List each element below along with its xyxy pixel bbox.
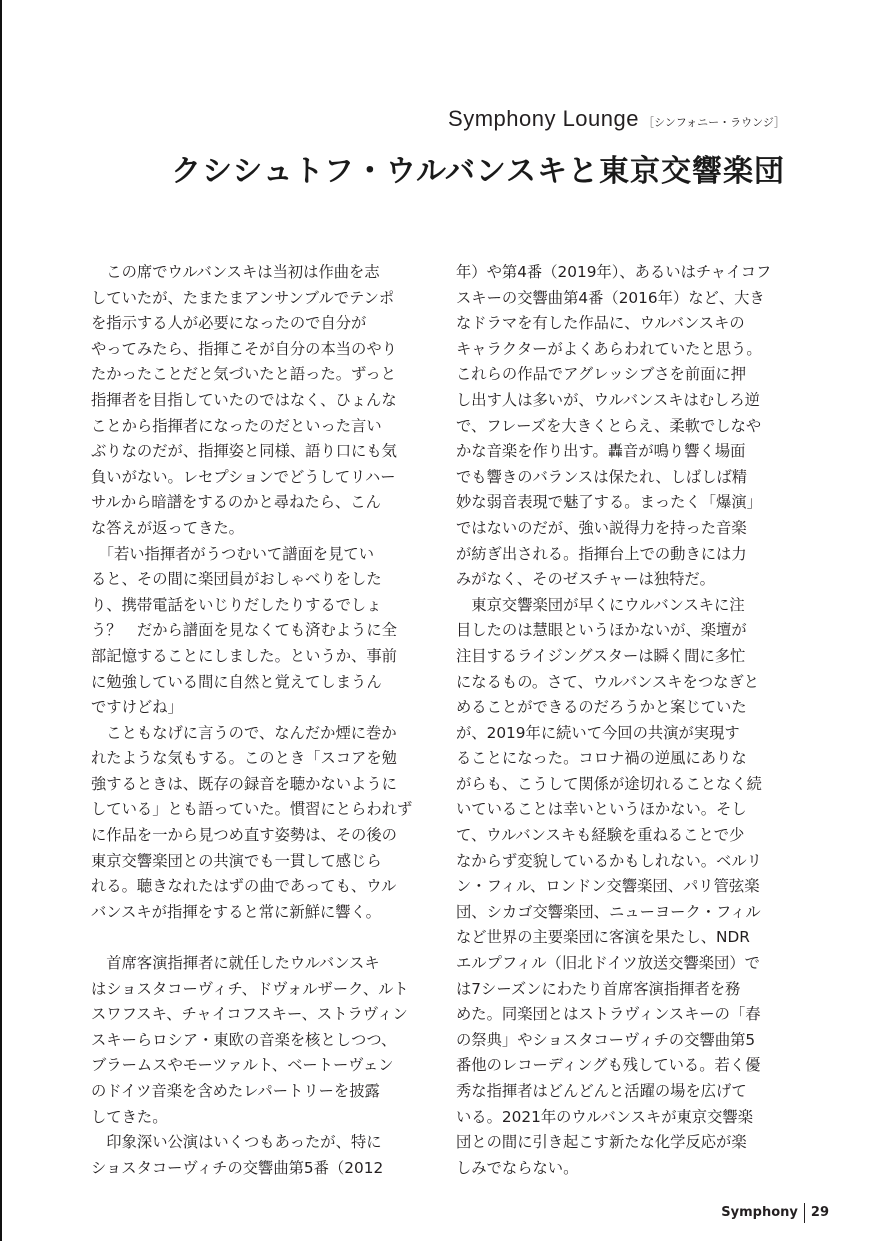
footer-divider	[804, 1203, 805, 1223]
text-line: ブラームスやモーツァルト、ベートーヴェン	[91, 1056, 394, 1075]
text-line: 東京交響楽団が早くにウルバンスキに注	[456, 595, 745, 614]
article-column-right	[456, 260, 790, 1181]
text-line: 年）や第4番（2019年）、あるいはチャイコフ	[456, 263, 772, 281]
text-line: がらも、こうして関係が途切れることなく続	[456, 774, 762, 793]
text-line: バンスキが指揮をすると常に新鮮に響く。	[91, 902, 381, 921]
article-title: クシシュトフ・ウルバンスキと東京交響楽団	[171, 154, 785, 189]
text-line: り、携帯電話をいじりだしたりするでしょ	[91, 595, 382, 614]
text-line: れる。聴きなれたはずの曲であっても、ウル	[91, 877, 397, 896]
text-line: いる。2021年のウルバンスキが東京交響楽	[456, 1107, 753, 1126]
text-line: ショスタコーヴィチの交響曲第5番（2012	[91, 1158, 384, 1177]
text-line: この席でウルバンスキは当初は作曲を志	[91, 263, 380, 281]
series-header	[448, 106, 785, 132]
text-line: めた。同楽団とはストラヴィンスキーの「春	[456, 1005, 761, 1024]
text-line: が、2019年に続いて今回の共演が実現す	[456, 723, 740, 742]
text-line: は7シーズンにわたり首席客演指揮者を務	[456, 979, 741, 998]
text-line: かな音楽を作り出す。轟音が鳴り響く場面	[456, 442, 746, 461]
text-line: してきた。	[91, 1107, 168, 1126]
text-line: スキーらロシア・東欧の音楽を核としつつ、	[91, 1030, 397, 1049]
text-line: 秀な指揮者はどんどんと活躍の場を広げて	[456, 1082, 747, 1100]
text-line: ではないのだが、強い説得力を持った音楽	[456, 518, 747, 537]
text-line: う？ だから譜面を見なくても済むように全	[91, 621, 397, 640]
text-line: 注目するライジングスターは瞬く間に多忙	[456, 646, 746, 665]
article-column-left	[91, 260, 421, 1181]
text-line: こともなげに言うので、なんだか煙に巻か	[91, 723, 397, 742]
text-line: ぶりなのだが、指揮姿と同様、語り口にも気	[91, 442, 397, 461]
text-line: しみでならない。	[456, 1158, 579, 1177]
text-line: ですけどね」	[91, 698, 183, 717]
footer-brand: Symphony	[721, 1205, 798, 1220]
text-line: していたが、たまたまアンサンブルでテンポ	[91, 288, 395, 307]
text-line: な答えが返ってきた。	[91, 518, 244, 537]
text-line: に作品を一から見つめ直す姿勢は、その後の	[91, 826, 397, 845]
text-line: 指揮者を目指していたのではなく、ひょんな	[91, 390, 397, 409]
text-line: たかったことだと気づいたと語った。ずっと	[91, 365, 397, 384]
text-line: 団、シカゴ交響楽団、ニューヨーク・フィル	[456, 902, 761, 921]
text-line: で、フレーズを大きくとらえ、柔軟でしなや	[456, 416, 762, 435]
page-footer	[721, 1202, 829, 1224]
text-line: 団との間に引き起こす新たな化学反応が楽	[456, 1133, 747, 1152]
text-line: 「若い指揮者がうつむいて譜面を見てい	[91, 544, 374, 563]
text-line: いていることは幸いというほかない。そし	[456, 800, 747, 819]
text-line: の祭典」やショスタコーヴィチの交響曲第5	[456, 1030, 756, 1049]
text-line: 妙な弱音表現で魅了する。まったく「爆演」	[456, 493, 762, 512]
text-line: スキーの交響曲第4番（2016年）など、大き	[456, 288, 765, 307]
text-line: れたような気もする。このとき「スコアを勉	[91, 749, 397, 768]
text-line: し出す人は多いが、ウルバンスキはむしろ逆	[456, 390, 760, 409]
text-line: キャラクターがよくあらわれていたと思う。	[456, 339, 762, 358]
text-line: を指示する人が必要になったので自分が	[91, 314, 367, 333]
text-line: なからず変貌しているかもしれない。ベルリ	[456, 851, 762, 870]
text-line: でも響きのバランスは保たれ、しばしば精	[456, 467, 748, 486]
series-title-ja: ［シンフォニー・ラウンジ］	[642, 116, 785, 129]
text-line: サルから暗譜をするのかと尋ねたら、こん	[91, 493, 381, 512]
text-line: になるもの。さて、ウルバンスキをつなぎと	[456, 672, 760, 691]
text-line: て、ウルバンスキも経験を重ねることで少	[456, 826, 745, 845]
text-line: ン・フィル、ロンドン交響楽団、パリ管弦楽	[456, 877, 760, 896]
text-line: スワフスキ、チャイコフスキー、ストラヴィン	[91, 1005, 408, 1024]
text-line: している」とも語っていた。慣習にとらわれず	[91, 800, 413, 819]
text-line: めることができるのだろうかと案じていた	[456, 698, 747, 717]
text-line: が紡ぎ出される。指揮台上での動きには力	[456, 544, 747, 563]
page-number: 29	[810, 1205, 829, 1220]
text-line: なドラマを有した作品に、ウルバンスキの	[456, 314, 745, 333]
text-line: 負いがない。レセプションでどうしてリハー	[91, 467, 396, 486]
text-line: 目したのは慧眼というほかないが、楽壇が	[456, 621, 747, 640]
text-line: これらの作品でアグレッシブさを前面に押	[456, 365, 747, 384]
text-line: ることになった。コロナ禍の逆風にありな	[456, 749, 747, 768]
text-line: 部記憶することにしました。というか、事前	[91, 646, 397, 665]
page-edge-line	[0, 0, 2, 1241]
text-line: 東京交響楽団との共演でも一貫して感じら	[91, 851, 382, 870]
text-line: など世界の主要楽団に客演を果たし、NDR	[456, 928, 750, 947]
text-line: やってみたら、指揮こそが自分の本当のやり	[91, 339, 397, 358]
text-line: エルプフィル（旧北ドイツ放送交響楽団）で	[456, 954, 760, 973]
text-line: 強するときは、既存の録音を聴かないように	[91, 774, 397, 793]
text-line: 番他のレコーディングも残している。若く優	[456, 1056, 761, 1075]
paragraph-spacer	[91, 925, 421, 951]
text-line: みがなく、そのゼスチャーは独特だ。	[456, 570, 715, 589]
text-line: はショスタコーヴィチ、ドヴォルザーク、ルト	[91, 979, 409, 998]
text-line: 印象深い公演はいくつもあったが、特に	[91, 1133, 382, 1152]
text-line: ことから指揮者になったのだといった言い	[91, 416, 382, 435]
text-line: のドイツ音楽を含めたレパートリーを披露	[91, 1082, 380, 1100]
text-line: 首席客演指揮者に就任したウルバンスキ	[91, 954, 380, 973]
text-line: ると、その間に楽団員がおしゃべりをした	[91, 570, 382, 589]
text-line: に勉強している間に自然と覚えてしまうん	[91, 672, 382, 691]
series-title-en: Symphony Lounge	[448, 106, 639, 131]
